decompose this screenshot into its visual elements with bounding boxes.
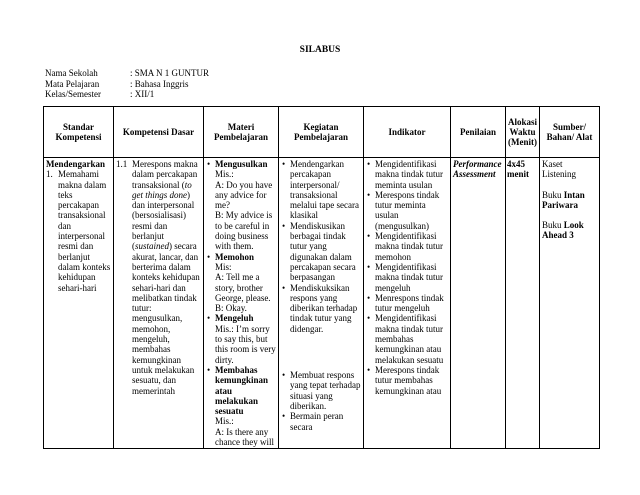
kd-text-c: ) secara akurat, lancar, dan berterima dalam konteks kehidupan sehari-hari dan melibatkan tindak tutur: mengusulkan, memohon, mengeluh, membahas kemungkinan untuk melakukan sesuatu, dan memerintah xyxy=(132,241,200,396)
school-info xyxy=(45,68,209,100)
materi-line: Mis.: xyxy=(215,416,234,427)
header-kompetensi-dasar: Kompetensi Dasar xyxy=(114,107,204,158)
kegiatan-item: • Mendiskusikan berbagai tindak tutur yang digunakan dalam percakapan secara berpasangan xyxy=(281,221,361,283)
cell-materi xyxy=(204,158,279,449)
alokasi-text: 4x45 menit xyxy=(507,159,529,180)
materi-item xyxy=(206,159,276,252)
kegiatan-item: • Bermain peran secara xyxy=(281,411,361,432)
cell-alokasi xyxy=(506,158,540,449)
materi-title: • Membahas kemungkinan atau melakukan sesuatu xyxy=(215,364,269,417)
kd-item xyxy=(116,159,201,396)
sk-number: 1. xyxy=(46,169,53,180)
indikator-item: • Menrespons tindak tutur mengeluh xyxy=(366,293,448,314)
materi-title: • Mengusulkan xyxy=(215,159,268,169)
cell-kegiatan xyxy=(279,158,364,449)
indikator-item: • Mengidentifikasi makna tindak tutur mengeluh xyxy=(366,262,448,293)
spacer xyxy=(542,180,597,190)
cell-kompetensi-dasar xyxy=(114,158,204,449)
sumber-bold: Look Ahead 3 xyxy=(542,220,584,241)
header-kegiatan: Kegiatan Pembelajaran xyxy=(279,107,364,158)
kegiatan-item: • Membuat respons yang tepat terhadap situasi yang diberikan. xyxy=(281,370,361,411)
materi-title: • Mengeluh xyxy=(215,313,254,324)
materi-line: A: Do you have any advice for me? xyxy=(215,179,273,211)
cell-penilaian xyxy=(451,158,506,449)
kd-text-b: ) dan interpersonal (bersosialisasi) resmi dan berlanjut ( xyxy=(132,189,195,252)
sumber-item xyxy=(542,190,597,211)
kd-text-a: Merespons makna dalam percakapan transaksional ( xyxy=(132,159,198,190)
header-standar-kompetensi: Standar Kompetensi xyxy=(44,107,114,158)
info-row xyxy=(45,79,209,90)
materi-line: A: Is there any chance they will xyxy=(215,426,274,448)
header-materi: Materi Pembelajaran xyxy=(204,107,279,158)
spacer xyxy=(281,334,361,370)
info-row xyxy=(45,89,209,100)
materi-list xyxy=(206,159,276,447)
header-penilaian: Penilaian xyxy=(451,107,506,158)
cell-indikator xyxy=(364,158,451,449)
info-row xyxy=(45,68,209,79)
header-sumber: Sumber/ Bahan/ Alat xyxy=(540,107,600,158)
kegiatan-item: • Mendengarkan percakapan interpersonal/ transaksional melalui tape secara klasikal xyxy=(281,159,361,221)
indikator-item: • Mengidentifikasi makna tindak tutur meminta usulan xyxy=(366,159,448,190)
indikator-item: • Mengidentifikasi makna tindak tutur memohon xyxy=(366,231,448,262)
kegiatan-item: • Mendiskuksikan respons yang diberikan terhadap tindak tutur yang didengar. xyxy=(281,283,361,334)
info-value: : Bahasa Inggris xyxy=(130,78,189,89)
syllabus-table xyxy=(43,106,600,449)
header-indikator: Indikator xyxy=(364,107,451,158)
materi-item xyxy=(206,252,276,314)
materi-line: Mis.: xyxy=(215,169,234,180)
materi-title: • Memohon xyxy=(215,251,254,262)
penilaian-text: Performance Assessment xyxy=(453,159,502,180)
cell-sumber xyxy=(540,158,600,449)
materi-line: B: My advice is to be careful in doing business with them. xyxy=(215,210,273,252)
materi-line: Mis: xyxy=(215,261,232,272)
indikator-item: • Merespons tindak tutur membahas kemungkinan atau xyxy=(366,365,448,396)
spacer xyxy=(542,210,597,220)
sumber-plain: Buku xyxy=(542,220,564,231)
materi-item xyxy=(206,365,276,447)
materi-line: B: Okay. xyxy=(215,303,247,314)
header-alokasi: Alokasi Waktu (Menit) xyxy=(506,107,540,158)
info-value: : XII/1 xyxy=(130,89,155,99)
info-label: Nama Sekolah xyxy=(45,68,98,78)
kegiatan-list xyxy=(281,159,361,334)
sk-text: Memahami makna dalam teks percakapan transaksional dan interpersonal resmi dan berlanjut dalam konteks kehidupan sehari-hari xyxy=(58,169,111,293)
info-label: Mata Pelajaran xyxy=(45,78,100,89)
kd-italic-b: sustained xyxy=(135,241,170,252)
sk-item xyxy=(46,169,111,293)
cell-standar-kompetensi xyxy=(44,158,114,449)
materi-line: Mis.: I’m sorry to say this, but this room is very dirty. xyxy=(215,323,276,365)
info-label: Kelas/Semester xyxy=(45,89,101,99)
page-title: SILABUS xyxy=(299,45,341,55)
indikator-item: • Mengidentifikasi makna tindak tutur membahas kemungkinan atau melakukan sesuatu xyxy=(366,313,448,364)
kd-number: 1.1 xyxy=(116,159,128,169)
sumber-item xyxy=(542,220,597,241)
kd-italic-a: to get things done xyxy=(132,179,192,200)
sumber-bold: Intan Pariwara xyxy=(542,189,585,210)
info-value: : SMA N 1 GUNTUR xyxy=(130,68,210,78)
header-row xyxy=(44,107,600,158)
sumber-plain: Buku xyxy=(542,189,564,200)
kegiatan-list xyxy=(281,370,361,432)
sk-heading: Mendengarkan xyxy=(46,159,106,169)
indikator-item: • Merespons tindak tutur meminta usulan (mengusulkan) xyxy=(366,190,448,231)
materi-item xyxy=(206,313,276,364)
sumber-item: Kaset Listening xyxy=(542,159,576,180)
indikator-list xyxy=(366,159,448,396)
materi-line: A: Tell me a story, brother George, please. xyxy=(215,272,271,303)
table-row xyxy=(44,158,600,449)
